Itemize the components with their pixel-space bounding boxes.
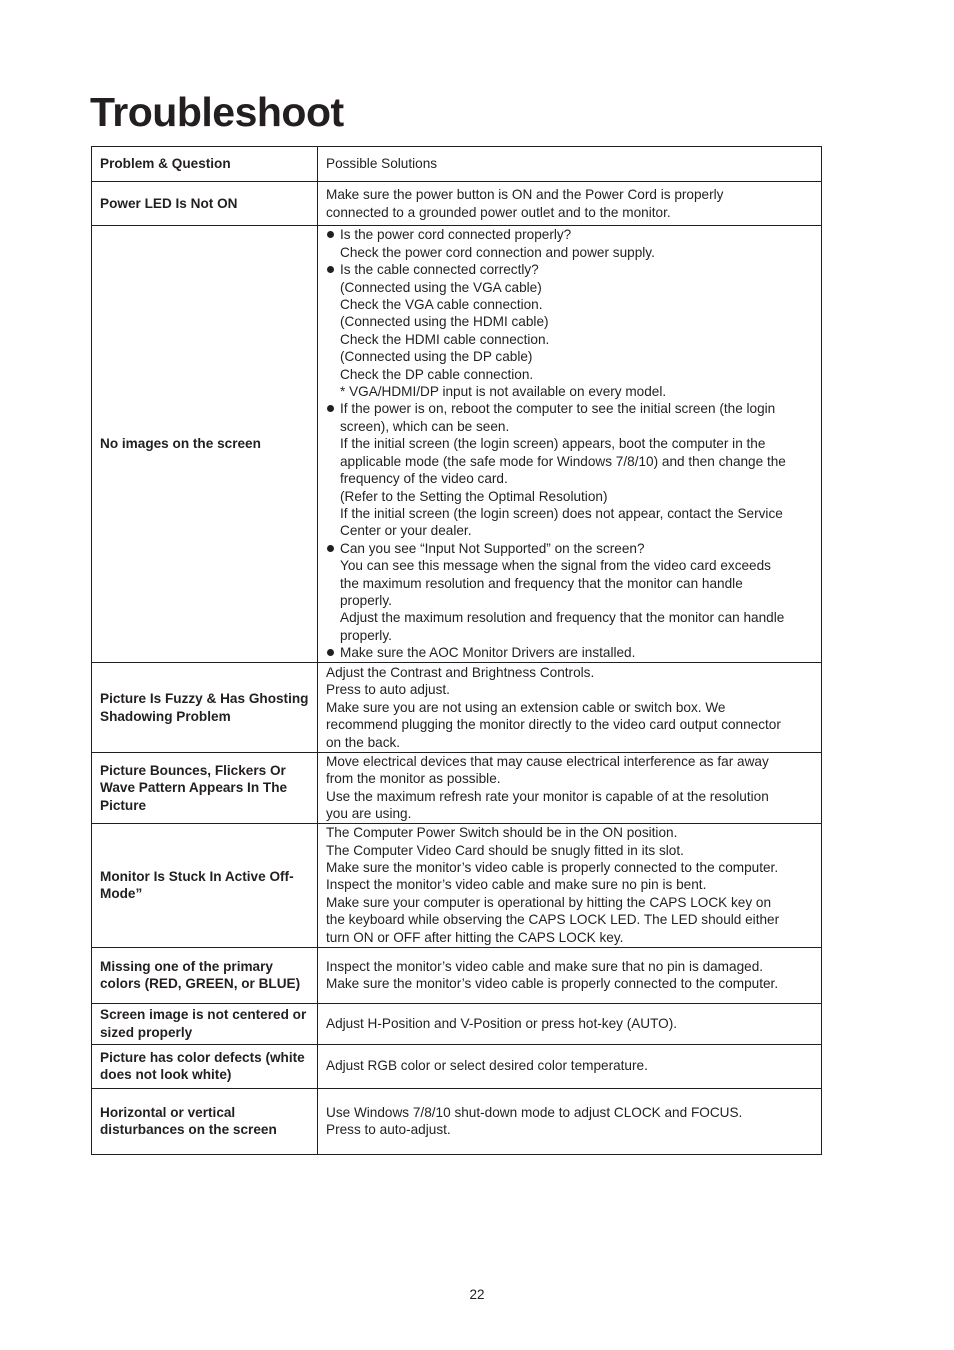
bullet-detail-line: Check the HDMI cable connection. xyxy=(340,331,550,347)
bullet-item: If the power is on, reboot the computer to see the initial screen (the login xyxy=(326,400,813,417)
solution-line: Make sure the power button is ON and the Power Cord is properly xyxy=(326,187,724,203)
solution-line: the keyboard while observing the CAPS LOCK LED. The LED should either xyxy=(326,912,780,928)
solution-cell xyxy=(318,1003,822,1044)
solution-line: Inspect the monitor’s video cable and make sure that no pin is damaged. xyxy=(326,958,764,974)
bullet-detail-line: You can see this message when the signal from the video card exceeds xyxy=(340,558,771,574)
bullet-detail-line: If the initial screen (the login screen) appears, boot the computer in the xyxy=(340,436,766,452)
bullet-detail-line: applicable mode (the safe mode for Windows 7/8/10) and then change the xyxy=(340,453,786,469)
bullet-detail-line: properly. xyxy=(340,592,392,608)
solution-line: Press to auto adjust. xyxy=(326,682,450,698)
bullet-detail-line: (Refer to the Setting the Optimal Resolution) xyxy=(340,488,608,504)
bullet-item: Can you see “Input Not Supported” on the screen? xyxy=(326,540,813,557)
bullet-detail-line: (Connected using the VGA cable) xyxy=(340,279,542,295)
problem-cell: Missing one of the primary colors (RED, GREEN, or BLUE) xyxy=(92,947,318,1003)
solution-cell xyxy=(318,226,822,663)
bullet-detail-line: * VGA/HDMI/DP input is not available on every model. xyxy=(340,384,667,400)
bullet-detail-line: screen), which can be seen. xyxy=(340,418,510,434)
solution-cell xyxy=(318,947,822,1003)
table-row xyxy=(92,1088,822,1154)
bullet-detail-line: Check the power cord connection and power supply. xyxy=(340,244,655,260)
bullet-detail-line: properly. xyxy=(340,627,392,643)
solution-cell xyxy=(318,182,822,226)
solution-line: on the back. xyxy=(326,734,401,750)
bullet-detail-line: (Connected using the DP cable) xyxy=(340,349,533,365)
bullet-item: Is the power cord connected properly? xyxy=(326,226,813,243)
problem-cell: Picture has color defects (white does not look white) xyxy=(92,1044,318,1088)
troubleshoot-table-body xyxy=(92,147,822,1155)
bullet-item: Make sure the AOC Monitor Drivers are installed. xyxy=(326,644,813,661)
solution-line: Make sure the monitor’s video cable is properly connected to the computer. xyxy=(326,860,779,876)
solution-line: The Computer Power Switch should be in the ON position. xyxy=(326,825,678,841)
table-row xyxy=(92,182,822,226)
table-row xyxy=(92,663,822,753)
table-row xyxy=(92,823,822,947)
solution-cell xyxy=(318,1088,822,1154)
table-row xyxy=(92,226,822,663)
problem-cell: No images on the screen xyxy=(92,226,318,663)
solution-line: Make sure the monitor’s video cable is properly connected to the computer. xyxy=(326,976,779,992)
solution-line: Move electrical devices that may cause electrical interference as far away xyxy=(326,754,769,769)
problem-cell: Monitor Is Stuck In Active Off-Mode” xyxy=(92,823,318,947)
bullet-detail-line: the maximum resolution and frequency that the monitor can handle xyxy=(340,575,743,591)
header-question: Problem & Question xyxy=(92,147,318,182)
table-row xyxy=(92,1044,822,1088)
problem-cell: Horizontal or vertical disturbances on the screen xyxy=(92,1088,318,1154)
solution-line: Adjust H-Position and V-Position or press hot-key (AUTO). xyxy=(326,1015,678,1031)
header-solution: Possible Solutions xyxy=(318,147,822,182)
table-row xyxy=(92,1003,822,1044)
solution-line: Make sure you are not using an extension cable or switch box. We xyxy=(326,699,726,715)
table-row xyxy=(92,753,822,824)
problem-cell: Picture Is Fuzzy & Has Ghosting Shadowing Problem xyxy=(92,663,318,753)
problem-cell: Screen image is not centered or sized properly xyxy=(92,1003,318,1044)
bullet-item: Is the cable connected correctly? xyxy=(326,261,813,278)
bullet-detail-line: Adjust the maximum resolution and frequency that the monitor can handle xyxy=(340,610,785,626)
solution-line: from the monitor as possible. xyxy=(326,771,501,787)
solution-line: Make sure your computer is operational by hitting the CAPS LOCK key on xyxy=(326,894,772,910)
solution-line: The Computer Video Card should be snugly fitted in its slot. xyxy=(326,842,684,858)
troubleshoot-table xyxy=(91,146,822,1155)
solution-line: Adjust RGB color or select desired color temperature. xyxy=(326,1058,648,1074)
solution-cell xyxy=(318,753,822,824)
solution-line: turn ON or OFF after hitting the CAPS LOCK key. xyxy=(326,929,624,945)
solution-line: Inspect the monitor’s video cable and make sure no pin is bent. xyxy=(326,877,707,893)
bullet-detail-line: frequency of the video card. xyxy=(340,471,508,487)
solution-cell xyxy=(318,663,822,753)
solution-line: Use the maximum refresh rate your monitor is capable of at the resolution xyxy=(326,788,769,804)
bullet-detail-line: Center or your dealer. xyxy=(340,523,472,539)
solution-cell xyxy=(318,1044,822,1088)
solution-line: Adjust the Contrast and Brightness Controls. xyxy=(326,664,595,680)
table-row xyxy=(92,947,822,1003)
solution-line: Use Windows 7/8/10 shut-down mode to adjust CLOCK and FOCUS. xyxy=(326,1104,743,1120)
solution-cell xyxy=(318,823,822,947)
problem-cell: Picture Bounces, Flickers Or Wave Pattern Appears In The Picture xyxy=(92,753,318,824)
problem-cell: Power LED Is Not ON xyxy=(92,182,318,226)
solution-line: connected to a grounded power outlet and to the monitor. xyxy=(326,204,671,220)
solution-line: recommend plugging the monitor directly to the video card output connector xyxy=(326,717,781,733)
bullet-detail-line: If the initial screen (the login screen) does not appear, contact the Service xyxy=(340,505,783,521)
bullet-detail-line: Check the DP cable connection. xyxy=(340,366,534,382)
bullet-detail-line: (Connected using the HDMI cable) xyxy=(340,314,549,330)
table-header-row xyxy=(92,147,822,182)
solution-line: you are using. xyxy=(326,806,412,822)
solution-line: Press to auto-adjust. xyxy=(326,1122,451,1138)
page-title: Troubleshoot xyxy=(90,89,344,135)
page-number: 22 xyxy=(469,1287,485,1302)
bullet-detail-line: Check the VGA cable connection. xyxy=(340,297,543,313)
